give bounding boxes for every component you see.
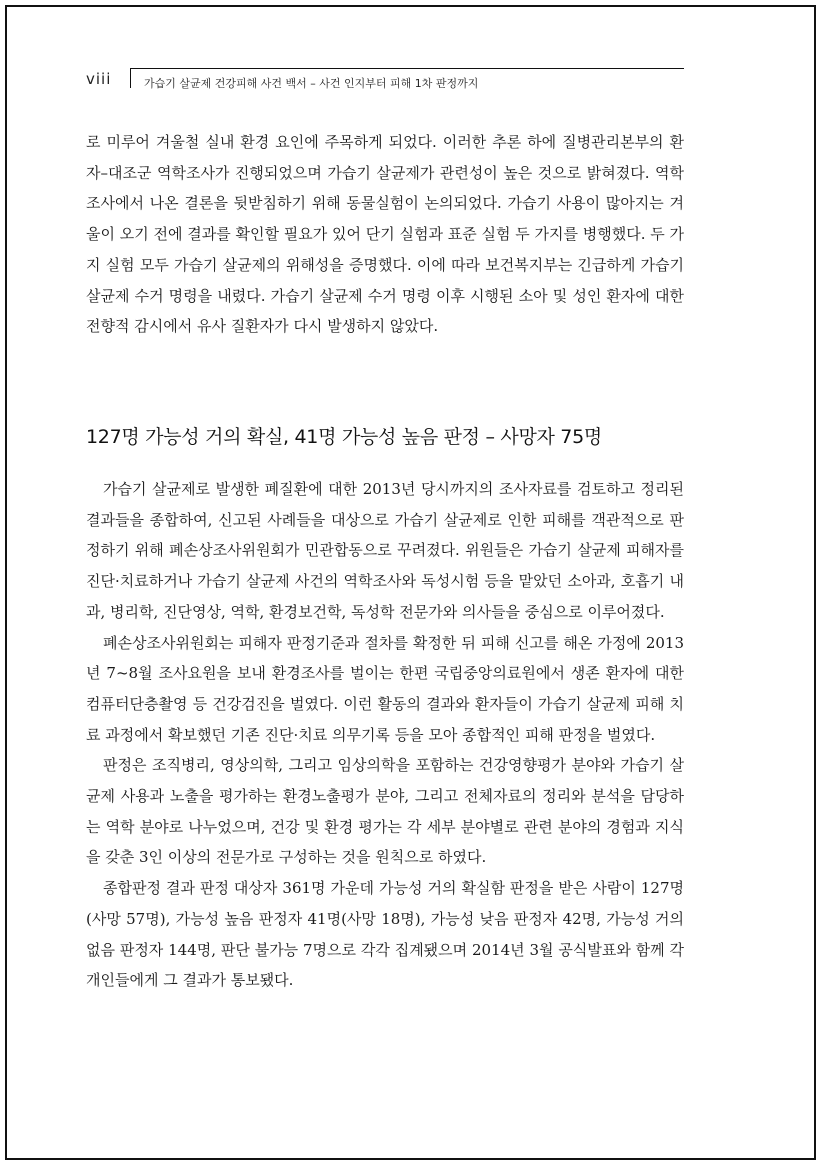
- section-paragraph-3: 판정은 조직병리, 영상의학, 그리고 임상의학을 포함하는 건강영향평가 분야와 가습기 살균제 사용과 노출을 평가하는 환경노출평가 분야, 그리고 전체자료의 정리와 분석을 담당하는 역학 분야로 나누었으며, 건강 및 환경 평가는 각 세부 분야별로 관련 분야의 경험과 지식을 갖춘 3인 이상의 전문가로 구성하는 것을 원칙으로 하였다.: [86, 756, 684, 867]
- running-title: 가습기 살균제 건강피해 사건 백서 – 사건 인지부터 피해 1차 판정까지: [144, 77, 479, 90]
- section-paragraph-1: 가습기 살균제로 발생한 폐질환에 대한 2013년 당시까지의 조사자료를 검토하고 정리된 결과들을 종합하여, 신고된 사례들을 대상으로 가습기 살균제로 인한 피해를 객관적으로 판정하기 위해 폐손상조사위원회가 민관합동으로 꾸려졌다. 위원들은 가습기 살균제 피해자를 진단·치료하거나 가습기 살균제 사건의 역학조사와 독성시험 등을 맡았던 소아과, 호흡기 내과, 병리학, 진단영상, 역학, 환경보건학, 독성학 전문가와 의사들을 중심으로 이루어졌다.: [86, 480, 684, 621]
- page-number: viii: [86, 70, 112, 88]
- header-divider-horizontal: [130, 68, 684, 69]
- header-divider-vertical: [130, 68, 131, 88]
- section-heading: 127명 가능성 거의 확실, 41명 가능성 높음 판정 – 사망자 75명: [86, 426, 602, 448]
- intro-paragraph: 로 미루어 겨울철 실내 환경 요인에 주목하게 되었다. 이러한 추론 하에 질병관리본부의 환자–대조군 역학조사가 진행되었으며 가습기 살균제가 관련성이 높은 것으로 밝혀졌다. 역학조사에서 나온 결론을 뒷받침하기 위해 동물실험이 논의되었다. 가습기 사용이 많아지는 겨울이 오기 전에 결과를 확인할 필요가 있어 단기 실험과 표준 실험 두 가지를 병행했다. 두 가지 실험 모두 가습기 살균제의 위해성을 증명했다. 이에 따라 보건복지부는 긴급하게 가습기 살균제 수거 명령을 내렸다. 가습기 살균제 수거 명령 이후 시행된 소아 및 성인 환자에 대한 전향적 감시에서 유사 질환자가 다시 발생하지 않았다.: [86, 133, 684, 336]
- section-paragraph-2: 폐손상조사위원회는 피해자 판정기준과 절차를 확정한 뒤 피해 신고를 해온 가정에 2013년 7~8월 조사요원을 보내 환경조사를 벌이는 한편 국립중앙의료원에서 생존 환자에 대한 컴퓨터단층촬영 등 건강검진을 벌였다. 이런 활동의 결과와 환자들이 가습기 살균제 피해 치료 과정에서 확보했던 기존 진단·치료 의무기록 등을 모아 종합적인 피해 판정을 벌였다.: [86, 633, 684, 744]
- section-block: [86, 422, 684, 996]
- intro-text-block: [86, 127, 684, 342]
- page-header: [86, 66, 684, 90]
- section-paragraph-4: 종합판정 결과 판정 대상자 361명 가운데 가능성 거의 확실함 판정을 받은 사람이 127명(사망 57명), 가능성 높음 판정자 41명(사망 18명), 가능성 낮음 판정자 42명, 가능성 거의 없음 판정자 144명, 판단 불가능 7명으로 각각 집계됐으며 2014년 3월 공식발표와 함께 각 개인들에게 그 결과가 통보됐다.: [86, 879, 684, 990]
